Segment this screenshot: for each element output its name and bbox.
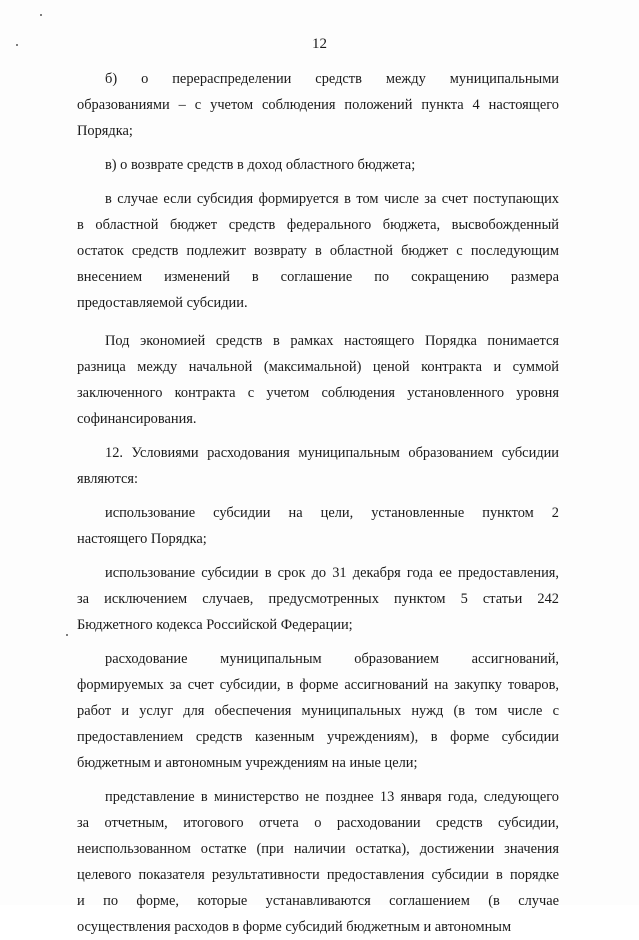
scan-speck bbox=[66, 634, 68, 636]
text-line: Порядка; bbox=[77, 123, 133, 139]
paragraph bbox=[77, 328, 559, 432]
text-line: и по форме, которые устанавливаются соглашением (в случае bbox=[77, 893, 559, 909]
text-line: образованиями – с учетом соблюдения положений пункта 4 настоящего bbox=[77, 97, 559, 113]
text-line: настоящего Порядка; bbox=[77, 531, 207, 547]
text-line: представление в министерство не позднее 13 января года, следующего bbox=[105, 789, 559, 805]
text-line: неиспользованном остатке (при наличии остатка), достижении значения bbox=[77, 841, 559, 857]
text-line: использование субсидии на цели, установленные пунктом 2 bbox=[105, 505, 559, 521]
text-line: работ и услуг для обеспечения муниципальных нужд (в том числе с bbox=[77, 703, 559, 719]
text-line: Бюджетного кодекса Российской Федерации; bbox=[77, 617, 353, 633]
text-line: в областной бюджет средств федерального бюджета, высвобожденный bbox=[77, 217, 559, 233]
text-line: являются: bbox=[77, 471, 139, 487]
text-line: софинансирования. bbox=[77, 411, 197, 427]
text-line: за отчетным, итогового отчета о расходовании средств субсидии, bbox=[77, 815, 559, 831]
text-line: формируемых за счет субсидии, в форме ассигнований на закупку товаров, bbox=[77, 677, 559, 693]
text-line: б) о перераспределении средств между муниципальными bbox=[105, 71, 559, 87]
paragraph bbox=[77, 784, 559, 940]
paragraph bbox=[77, 646, 559, 776]
text-line: предоставляемой субсидии. bbox=[77, 295, 248, 311]
text-line: за исключением случаев, предусмотренных пунктом 5 статьи 242 bbox=[77, 591, 559, 607]
paragraph bbox=[77, 152, 559, 178]
paragraph bbox=[77, 500, 559, 552]
text-line: предоставлением средств казенным учреждениям), в форме субсидии bbox=[77, 729, 559, 745]
text-line: целевого показателя результативности предоставления субсидии в порядке bbox=[77, 867, 559, 883]
paragraph bbox=[77, 440, 559, 492]
text-line: расходование муниципальным образованием ассигнований, bbox=[105, 651, 559, 667]
text-line: использование субсидии в срок до 31 декабря года ее предоставления, bbox=[105, 565, 559, 581]
text-line: в случае если субсидия формируется в том числе за счет поступающих bbox=[105, 191, 559, 207]
text-line: заключенного контракта с учетом соблюдения установленного уровня bbox=[77, 385, 559, 401]
paragraph bbox=[77, 66, 559, 144]
paragraph bbox=[77, 560, 559, 638]
text-line: разница между начальной (максимальной) ценой контракта и суммой bbox=[77, 359, 559, 375]
text-line: Под экономией средств в рамках настоящего Порядка понимается bbox=[105, 333, 559, 349]
text-line: осуществления расходов в форме субсидий бюджетным и автономным bbox=[77, 919, 512, 935]
text-line: 12. Условиями расходования муниципальным образованием субсидии bbox=[105, 445, 559, 461]
document-body bbox=[77, 66, 559, 940]
page-number: 12 bbox=[312, 36, 327, 52]
paragraph bbox=[77, 186, 559, 316]
text-line: бюджетным и автономным учреждениям на иные цели; bbox=[77, 755, 418, 771]
scan-speck bbox=[40, 14, 42, 16]
text-line: внесением изменений в соглашение по сокращению размера bbox=[77, 269, 559, 285]
text-line: в) о возврате средств в доход областного бюджета; bbox=[105, 157, 416, 173]
text-line: остаток средств подлежит возврату в областной бюджет с последующим bbox=[77, 243, 559, 259]
